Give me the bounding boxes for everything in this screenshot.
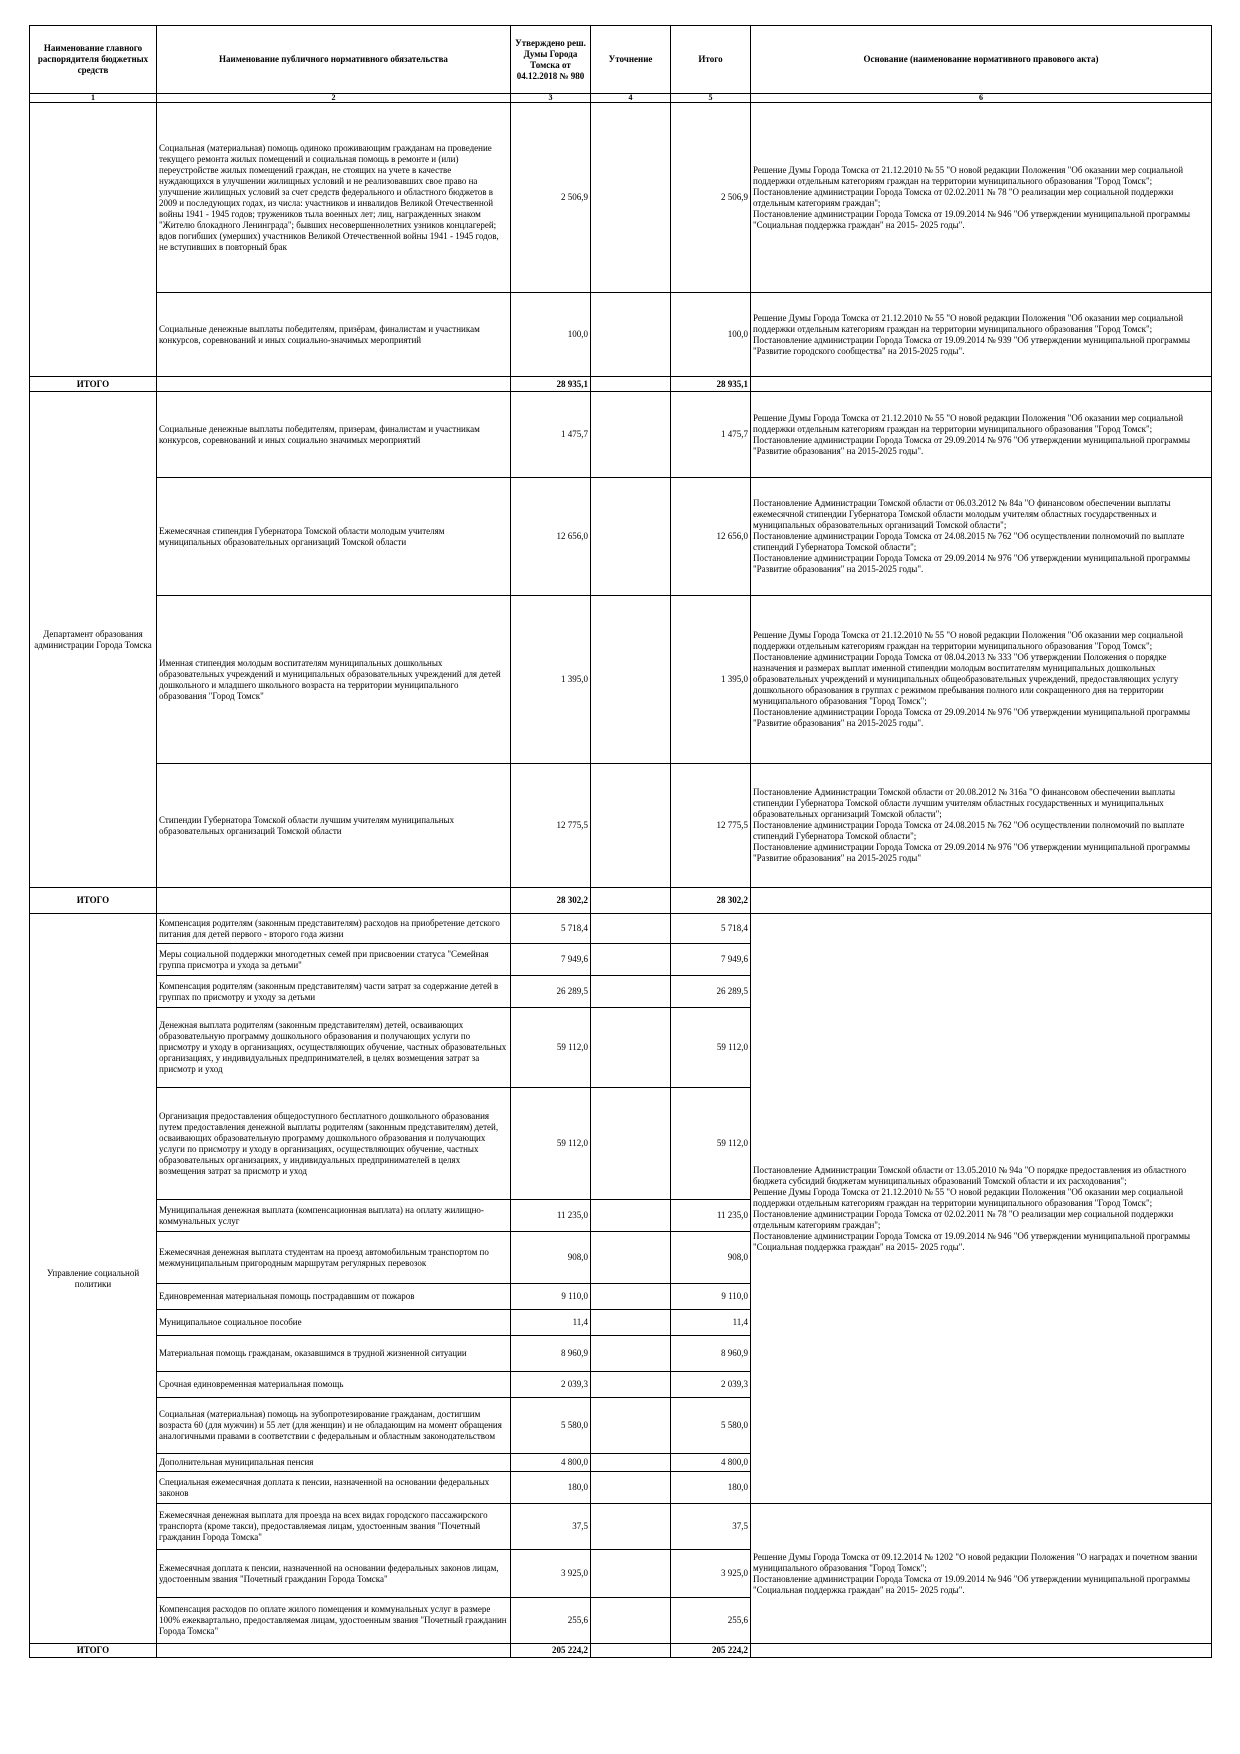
header-col1: Наименование главного распорядителя бюджетных средств bbox=[30, 26, 157, 94]
total-value: 59 112,0 bbox=[671, 1088, 751, 1200]
adjustment-value bbox=[591, 1336, 671, 1372]
table-header bbox=[30, 26, 1212, 94]
approved-value: 2 039,3 bbox=[511, 1372, 591, 1398]
header-col2: Наименование публичного нормативного обязательства bbox=[157, 26, 511, 94]
adjustment-value bbox=[591, 1398, 671, 1454]
basis-text: Решение Думы Города Томска от 09.12.2014 № 1202 "О новой редакции Положения "О наградах и почетном звании муниципального образования "Город Томск"; Постановление администрации Города Томска от 19.09.2014 № 946 "Об утверждении муниципальной программы "Социальная поддержка граждан" на 2015- 2025 годы". bbox=[751, 1504, 1212, 1644]
basis-text: Постановление Администрации Томской области от 20.08.2012 № 316а "О финансовом обеспечении выплаты стипендии Губернатора Томской области лучшим учителям областных государственных и муниципальных образовательных организаций Томской области"; Постановление администрации Города Томска от 24.08.2015 № 762 "Об осуществлении полномочий по выплате стипендий Губернатора Томской области"; Постановление администрации Города Томска от 29.09.2014 № 976 "Об утверждении муниципальной программы "Развитие образования" на 2015-2025 годы" bbox=[751, 764, 1212, 888]
col-num: 3 bbox=[511, 94, 591, 103]
obligation-name: Ежемесячная доплата к пенсии, назначенной на основании федеральных законов лицам, удостоенным звания "Почетный гражданин Города Томска" bbox=[157, 1550, 511, 1598]
table-row bbox=[30, 1504, 1212, 1550]
total-value: 26 289,5 bbox=[671, 976, 751, 1008]
total-value: 59 112,0 bbox=[671, 1008, 751, 1088]
total-value: 5 580,0 bbox=[671, 1398, 751, 1454]
approved-value: 9 110,0 bbox=[511, 1284, 591, 1310]
empty-cell bbox=[751, 888, 1212, 914]
basis-text: Решение Думы Города Томска от 21.12.2010 № 55 "О новой редакции Положения "Об оказании мер социальной поддержки отдельным категориям граждан на территории муниципального образования "Город Томск"; Постановление администрации Города Томска от 08.04.2013 № 333 "Об утверждении Положения о порядке назначения и размерах выплат именной стипендии молодым воспитателям муниципальных дошкольных образовательных учреждений и муниципальных общеобразовательных учреждений, предоставляющих услугу дошкольного образования в группах с режимом пребывания полного или сокращенного дня на территории муниципального образования "Город Томск"; Постановление администрации Города Томска от 29.09.2014 № 976 "Об утверждении муниципальной программы "Развитие образования" на 2015-2025 годы". bbox=[751, 596, 1212, 764]
adjustment-value bbox=[591, 1472, 671, 1504]
approved-value: 2 506,9 bbox=[511, 103, 591, 293]
empty-cell bbox=[157, 1644, 511, 1658]
obligation-name: Именная стипендия молодым воспитателям муниципальных дошкольных образовательных учреждений и муниципальных образовательных учреждений для детей дошкольного и младшего школьного возраста на территории муниципального образования "Город Томск" bbox=[157, 596, 511, 764]
approved-value: 11,4 bbox=[511, 1310, 591, 1336]
adjustment-value bbox=[591, 596, 671, 764]
adjustment-value bbox=[591, 1088, 671, 1200]
obligation-name: Специальная ежемесячная доплата к пенсии, назначенной на основании федеральных законов bbox=[157, 1472, 511, 1504]
table-row bbox=[30, 392, 1212, 478]
empty-cell bbox=[591, 377, 671, 392]
adjustment-value bbox=[591, 1284, 671, 1310]
col-num: 6 bbox=[751, 94, 1212, 103]
total-value: 5 718,4 bbox=[671, 914, 751, 944]
adjustment-value bbox=[591, 1200, 671, 1232]
approved-value: 5 718,4 bbox=[511, 914, 591, 944]
basis-text: Решение Думы Города Томска от 21.12.2010 № 55 "О новой редакции Положения "Об оказании мер социальной поддержки отдельным категориям граждан на территории муниципального образования "Город Томск"; Постановление администрации Города Томска от 29.09.2014 № 976 "Об утверждении муниципальной программы "Развитие образования" на 2015-2025 годы". bbox=[751, 392, 1212, 478]
obligation-name: Социальная (материальная) помощь на зубопротезирование гражданам, достигшим возраста 60 (для мужчин) и 55 лет (для женщин) и не обладающим на момент обращения аналогичными правами в соответствии с федеральным и областным законодательством bbox=[157, 1398, 511, 1454]
subtotal-row bbox=[30, 1644, 1212, 1658]
table-row bbox=[30, 914, 1212, 944]
header-col3: Утверждено реш. Думы Города Томска от 04.12.2018 № 980 bbox=[511, 26, 591, 94]
approved-value: 59 112,0 bbox=[511, 1008, 591, 1088]
total-value: 100,0 bbox=[671, 293, 751, 377]
adjustment-value bbox=[591, 1008, 671, 1088]
total-value: 12 656,0 bbox=[671, 478, 751, 596]
empty-cell bbox=[157, 888, 511, 914]
subtotal-approved: 205 224,2 bbox=[511, 1644, 591, 1658]
approved-value: 180,0 bbox=[511, 1472, 591, 1504]
obligation-name: Стипендии Губернатора Томской области лучшим учителям муниципальных образовательных организаций Томской области bbox=[157, 764, 511, 888]
adjustment-value bbox=[591, 392, 671, 478]
obligation-name: Социальные денежные выплаты победителям, призёрам, финалистам и участникам конкурсов, соревнований и иных социально-значимых мероприятий bbox=[157, 293, 511, 377]
obligation-name: Ежемесячная денежная выплата для проезда на всех видах городского пассажирского транспорта (кроме такси), предоставляемая лицам, удостоенным звания "Почетный гражданин Города Томска" bbox=[157, 1504, 511, 1550]
adjustment-value bbox=[591, 1372, 671, 1398]
total-value: 2 039,3 bbox=[671, 1372, 751, 1398]
approved-value: 11 235,0 bbox=[511, 1200, 591, 1232]
empty-cell bbox=[751, 377, 1212, 392]
adjustment-value bbox=[591, 293, 671, 377]
adjustment-value bbox=[591, 914, 671, 944]
column-numbers-row bbox=[30, 94, 1212, 103]
approved-value: 255,6 bbox=[511, 1598, 591, 1644]
adjustment-value bbox=[591, 944, 671, 976]
adjustment-value bbox=[591, 1454, 671, 1472]
adjustment-value bbox=[591, 1232, 671, 1284]
subtotal-total: 205 224,2 bbox=[671, 1644, 751, 1658]
obligation-name: Организация предоставления общедоступного бесплатного дошкольного образования путем предоставления денежной выплаты родителям (законным представителям) детей, осваивающих образовательную программу дошкольного образования и получающих услуги по присмотру и уходу в организациях, осуществляющих обучение, частных образовательных организациях, у индивидуальных предпринимателей в целях возмещения затрат за присмотр и уход bbox=[157, 1088, 511, 1200]
approved-value: 12 656,0 bbox=[511, 478, 591, 596]
table-row bbox=[30, 478, 1212, 596]
obligation-name: Материальная помощь гражданам, оказавшимся в трудной жизненной ситуации bbox=[157, 1336, 511, 1372]
subtotal-approved: 28 935,1 bbox=[511, 377, 591, 392]
obligation-name: Социальная (материальная) помощь одиноко проживающим гражданам на проведение текущего ремонта жилых помещений и социальная помощь в ремонте и (или) переустройстве жилых помещений граждан, не стоящих на учете в качестве нуждающихся в улучшении жилищных условий и не реализовавших свое право на улучшение жилищных условий за счет средств федерального и областного бюджетов в 2009 и последующих годах, из числа: участников и инвалидов Великой Отечественной войны 1941 - 1945 годов; тружеников тыла военных лет; лиц, награжденных знаком "Жителю блокадного Ленинграда"; бывших несовершеннолетних узников концлагерей; вдов погибших (умерших) участников Великой Отечественной войны 1941 - 1945 годов, не вступивших в повторный брак bbox=[157, 103, 511, 293]
col-num: 1 bbox=[30, 94, 157, 103]
total-value: 11 235,0 bbox=[671, 1200, 751, 1232]
table-row bbox=[30, 103, 1212, 293]
empty-cell bbox=[157, 377, 511, 392]
adjustment-value bbox=[591, 1598, 671, 1644]
obligation-name: Муниципальная денежная выплата (компенсационная выплата) на оплату жилищно-коммунальных услуг bbox=[157, 1200, 511, 1232]
total-value: 37,5 bbox=[671, 1504, 751, 1550]
obligation-name: Срочная единовременная материальная помощь bbox=[157, 1372, 511, 1398]
org-name: Управление социальной политики bbox=[30, 914, 157, 1644]
adjustment-value bbox=[591, 976, 671, 1008]
total-value: 908,0 bbox=[671, 1232, 751, 1284]
total-value: 2 506,9 bbox=[671, 103, 751, 293]
total-value: 3 925,0 bbox=[671, 1550, 751, 1598]
org-name: Департамент образования администрации Города Томска bbox=[30, 392, 157, 888]
adjustment-value bbox=[591, 1504, 671, 1550]
adjustment-value bbox=[591, 103, 671, 293]
header-col6: Основание (наименование нормативного правового акта) bbox=[751, 26, 1212, 94]
approved-value: 8 960,9 bbox=[511, 1336, 591, 1372]
total-value: 7 949,6 bbox=[671, 944, 751, 976]
total-value: 4 800,0 bbox=[671, 1454, 751, 1472]
approved-value: 12 775,5 bbox=[511, 764, 591, 888]
basis-text: Постановление Администрации Томской области от 06.03.2012 № 84а "О финансовом обеспечении выплаты ежемесячной стипендии Губернатора Томской области молодым учителям областных государственных и муниципальных образовательных организаций Томской области"; Постановление администрации Города Томска от 24.08.2015 № 762 "Об осуществлении полномочий по выплате стипендий Губернатора Томской области"; Постановление администрации Города Томска от 29.09.2014 № 976 "Об утверждении муниципальной программы "Развитие образования" на 2015-2025 годы". bbox=[751, 478, 1212, 596]
subtotal-total: 28 302,2 bbox=[671, 888, 751, 914]
total-value: 1 395,0 bbox=[671, 596, 751, 764]
obligation-name: Муниципальное социальное пособие bbox=[157, 1310, 511, 1336]
col-num: 2 bbox=[157, 94, 511, 103]
obligation-name: Компенсация родителям (законным представителям) части затрат за содержание детей в группах по присмотру и уходу за детьми bbox=[157, 976, 511, 1008]
org-cell-empty bbox=[30, 103, 157, 377]
table-row bbox=[30, 293, 1212, 377]
subtotal-label: ИТОГО bbox=[30, 888, 157, 914]
adjustment-value bbox=[591, 764, 671, 888]
empty-cell bbox=[591, 1644, 671, 1658]
approved-value: 4 800,0 bbox=[511, 1454, 591, 1472]
approved-value: 59 112,0 bbox=[511, 1088, 591, 1200]
col-num: 4 bbox=[591, 94, 671, 103]
total-value: 1 475,7 bbox=[671, 392, 751, 478]
approved-value: 908,0 bbox=[511, 1232, 591, 1284]
obligation-name: Компенсация родителям (законным представителям) расходов на приобретение детского питания для детей первого - второго года жизни bbox=[157, 914, 511, 944]
subtotal-label: ИТОГО bbox=[30, 1644, 157, 1658]
adjustment-value bbox=[591, 1310, 671, 1336]
approved-value: 3 925,0 bbox=[511, 1550, 591, 1598]
obligation-name: Ежемесячная стипендия Губернатора Томской области молодым учителям муниципальных образовательных организаций Томской области bbox=[157, 478, 511, 596]
approved-value: 1 475,7 bbox=[511, 392, 591, 478]
basis-text: Решение Думы Города Томска от 21.12.2010 № 55 "О новой редакции Положения "Об оказании мер социальной поддержки отдельным категориям граждан на территории муниципального образования "Город Томск"; Постановление администрации Города Томска от 19.09.2014 № 939 "Об утверждении муниципальной программы "Развитие городского сообщества" на 2015-2025 годы". bbox=[751, 293, 1212, 377]
total-value: 12 775,5 bbox=[671, 764, 751, 888]
header-col4: Уточнение bbox=[591, 26, 671, 94]
subtotal-approved: 28 302,2 bbox=[511, 888, 591, 914]
approved-value: 37,5 bbox=[511, 1504, 591, 1550]
total-value: 9 110,0 bbox=[671, 1284, 751, 1310]
obligation-name: Дополнительная муниципальная пенсия bbox=[157, 1454, 511, 1472]
obligation-name: Денежная выплата родителям (законным представителям) детей, осваивающих образовательную программу дошкольного образования и получающих услуги по присмотру и уходу в организациях, осуществляющих обучение, частных образовательных организациях, у индивидуальных предпринимателей, в целях возмещения затрат за присмотр и уход bbox=[157, 1008, 511, 1088]
empty-cell bbox=[591, 888, 671, 914]
subtotal-row bbox=[30, 377, 1212, 392]
col-num: 5 bbox=[671, 94, 751, 103]
adjustment-value bbox=[591, 1550, 671, 1598]
obligation-name: Компенсация расходов по оплате жилого помещения и коммунальных услуг в размере 100% ежеквартально, предоставляемая лицам, удостоенным звания "Почетный гражданин Города Томска" bbox=[157, 1598, 511, 1644]
adjustment-value bbox=[591, 478, 671, 596]
obligation-name: Единовременная материальная помощь пострадавшим от пожаров bbox=[157, 1284, 511, 1310]
total-value: 255,6 bbox=[671, 1598, 751, 1644]
empty-cell bbox=[751, 1644, 1212, 1658]
approved-value: 1 395,0 bbox=[511, 596, 591, 764]
approved-value: 7 949,6 bbox=[511, 944, 591, 976]
approved-value: 26 289,5 bbox=[511, 976, 591, 1008]
header-col5: Итого bbox=[671, 26, 751, 94]
total-value: 8 960,9 bbox=[671, 1336, 751, 1372]
subtotal-total: 28 935,1 bbox=[671, 377, 751, 392]
obligations-table bbox=[29, 25, 1212, 1658]
table-row bbox=[30, 596, 1212, 764]
subtotal-label: ИТОГО bbox=[30, 377, 157, 392]
obligation-name: Ежемесячная денежная выплата студентам на проезд автомобильным транспортом по межмуниципальным пригородным маршрутам регулярных перевозок bbox=[157, 1232, 511, 1284]
approved-value: 5 580,0 bbox=[511, 1398, 591, 1454]
table-row bbox=[30, 764, 1212, 888]
total-value: 11,4 bbox=[671, 1310, 751, 1336]
subtotal-row bbox=[30, 888, 1212, 914]
basis-text: Постановление Администрации Томской области от 13.05.2010 № 94а "О порядке предоставления из областного бюджета субсидий бюджетам муниципальных образований Томской области и их расходования"; Решение Думы Города Томска от 21.12.2010 № 55 "О новой редакции Положения "Об оказании мер социальной поддержки отдельным категориям граждан на территории муниципального образования "Город Томск"; Постановление администрации Города Томска от 02.02.2011 № 78 "О реализации мер социальной поддержки отдельным категориям граждан"; Постановление администрации Города Томска от 19.09.2014 № 946 "Об утверждении муниципальной программы "Социальная поддержка граждан" на 2015- 2025 годы". bbox=[751, 914, 1212, 1504]
total-value: 180,0 bbox=[671, 1472, 751, 1504]
approved-value: 100,0 bbox=[511, 293, 591, 377]
obligation-name: Социальные денежные выплаты победителям, призерам, финалистам и участникам конкурсов, соревнований и иных социально значимых мероприятий bbox=[157, 392, 511, 478]
basis-text: Решение Думы Города Томска от 21.12.2010 № 55 "О новой редакции Положения "Об оказании мер социальной поддержки отдельным категориям граждан на территории муниципального образования "Город Томск"; Постановление администрации Города Томска от 02.02.2011 № 78 "О реализации мер социальной поддержки отдельным категориям граждан"; Постановление администрации Города Томска от 19.09.2014 № 946 "Об утверждении муниципальной программы "Социальная поддержка граждан" на 2015- 2025 годы". bbox=[751, 103, 1212, 293]
obligation-name: Меры социальной поддержки многодетных семей при присвоении статуса "Семейная группа присмотра и ухода за детьми" bbox=[157, 944, 511, 976]
